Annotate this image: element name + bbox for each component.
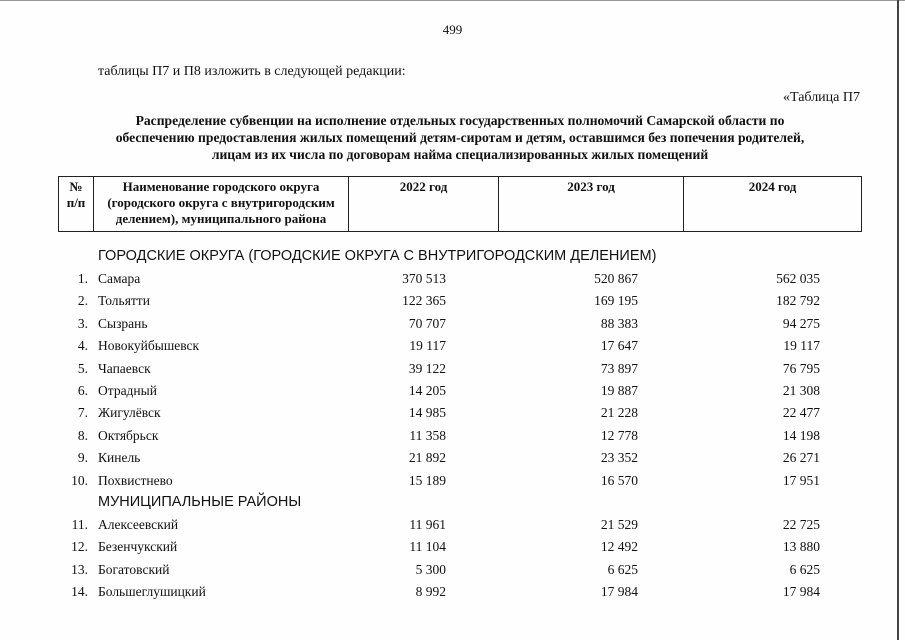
value-2022: 15 189	[408, 472, 446, 488]
table-row	[58, 380, 861, 402]
row-number: 5.	[77, 360, 88, 376]
table-row	[58, 268, 861, 290]
value-2024: 19 117	[783, 338, 820, 354]
municipality-name: Чапаевск	[98, 360, 151, 376]
header-2024: 2024 год	[684, 177, 862, 232]
value-2022: 11 961	[409, 516, 446, 532]
row-number: 2.	[77, 293, 88, 309]
header-number: № п/п	[59, 177, 94, 232]
value-2022: 14 205	[408, 382, 446, 398]
municipality-name: Сызрань	[98, 315, 148, 331]
municipality-name: Большеглушицкий	[98, 584, 206, 600]
municipality-name: Новокуйбышевск	[98, 338, 200, 354]
value-2023: 23 352	[600, 450, 638, 466]
value-2023: 520 867	[594, 271, 638, 286]
row-number: 3.	[77, 315, 88, 331]
table-row	[58, 470, 861, 492]
row-number: 12.	[71, 539, 88, 555]
value-2022: 370 513	[402, 271, 446, 286]
table-header	[58, 176, 862, 232]
value-2022: 70 707	[408, 315, 446, 331]
value-2022: 21 892	[408, 450, 446, 466]
header-name: Наименование городского округа (городского округа с внутригородским делением), муниципального района	[94, 177, 349, 232]
table-row	[58, 514, 861, 536]
header-2023: 2023 год	[499, 177, 684, 232]
municipality-name: Отрадный	[98, 382, 157, 398]
title-line: обеспечению предоставления жилых помещений детям-сиротам и детям, оставшимся без попечения родителей,	[115, 130, 805, 145]
value-2022: 39 122	[408, 360, 446, 376]
municipality-name: Кинель	[98, 450, 141, 466]
row-number: 9.	[77, 450, 88, 466]
value-2024: 562 035	[776, 271, 820, 286]
value-2022: 14 985	[408, 405, 446, 421]
value-2023: 16 570	[600, 472, 638, 488]
value-2022: 11 358	[409, 427, 446, 443]
table-body	[58, 246, 861, 603]
row-number: 1.	[77, 271, 88, 286]
row-number: 13.	[71, 561, 88, 577]
table-row	[58, 581, 861, 603]
municipality-name: Алексеевский	[98, 516, 179, 532]
row-number: 8.	[77, 427, 88, 443]
scan-right-edge	[897, 0, 899, 640]
row-number: 4.	[77, 338, 88, 354]
value-2023: 73 897	[600, 360, 638, 376]
value-2022: 122 365	[402, 293, 446, 309]
intro-text: таблицы П7 и П8 изложить в следующей редакции:	[98, 64, 406, 79]
value-2024: 182 792	[776, 293, 820, 309]
section-title: ГОРОДСКИЕ ОКРУГА (ГОРОДСКИЕ ОКРУГА С ВНУТРИГОРОДСКИМ ДЕЛЕНИЕМ)	[98, 248, 657, 264]
municipality-name: Безенчукский	[98, 539, 178, 555]
value-2022: 8 992	[415, 584, 446, 600]
row-number: 10.	[71, 472, 88, 488]
header-2022: 2022 год	[349, 177, 499, 232]
value-2023: 17 984	[600, 584, 638, 600]
value-2022: 19 117	[409, 338, 446, 354]
table-row	[58, 425, 861, 447]
value-2024: 14 198	[782, 427, 820, 443]
row-number: 11.	[71, 516, 88, 532]
value-2024: 22 725	[782, 516, 820, 532]
municipality-name: Тольятти	[98, 293, 150, 309]
municipality-name: Богатовский	[98, 561, 170, 577]
table-reference: «Таблица П7	[783, 90, 860, 105]
value-2024: 26 271	[782, 450, 820, 466]
document-title	[40, 112, 880, 163]
value-2022: 11 104	[409, 539, 446, 555]
table-row	[58, 313, 861, 335]
municipality-name: Самара	[98, 271, 141, 286]
value-2023: 88 383	[600, 315, 638, 331]
municipality-name: Октябрьск	[98, 427, 159, 443]
value-2024: 94 275	[782, 315, 820, 331]
title-line: Распределение субвенции на исполнение отдельных государственных полномочий Самарской области по	[135, 113, 785, 128]
page-number: 499	[442, 22, 463, 37]
value-2023: 21 529	[600, 516, 638, 532]
table-row	[58, 536, 861, 558]
table-row	[58, 559, 861, 581]
value-2024: 21 308	[782, 382, 820, 398]
value-2024: 13 880	[782, 539, 820, 555]
value-2024: 6 625	[789, 561, 820, 577]
value-2023: 17 647	[600, 338, 638, 354]
row-number: 6.	[77, 382, 88, 398]
value-2023: 6 625	[607, 561, 638, 577]
scan-top-edge	[0, 0, 905, 1]
row-number: 14.	[71, 584, 88, 600]
section-title: МУНИЦИПАЛЬНЫЕ РАЙОНЫ	[98, 493, 302, 510]
title-line: лицам из их числа по договорам найма специализированных жилых помещений	[211, 147, 709, 162]
value-2023: 169 195	[594, 293, 638, 309]
value-2022: 5 300	[415, 561, 446, 577]
value-2023: 19 887	[600, 382, 638, 398]
table-row	[58, 402, 861, 424]
value-2024: 76 795	[782, 360, 820, 376]
value-2024: 17 984	[782, 584, 820, 600]
table-row	[58, 335, 861, 357]
table-row	[58, 358, 861, 380]
table-row	[58, 447, 861, 469]
value-2024: 17 951	[782, 472, 820, 488]
value-2023: 12 492	[600, 539, 638, 555]
row-number: 7.	[77, 405, 88, 421]
value-2024: 22 477	[782, 405, 820, 421]
municipality-name: Похвистнево	[98, 472, 173, 488]
table-row	[58, 290, 861, 312]
municipality-name: Жигулёвск	[98, 405, 161, 421]
value-2023: 21 228	[600, 405, 638, 421]
value-2023: 12 778	[600, 427, 638, 443]
